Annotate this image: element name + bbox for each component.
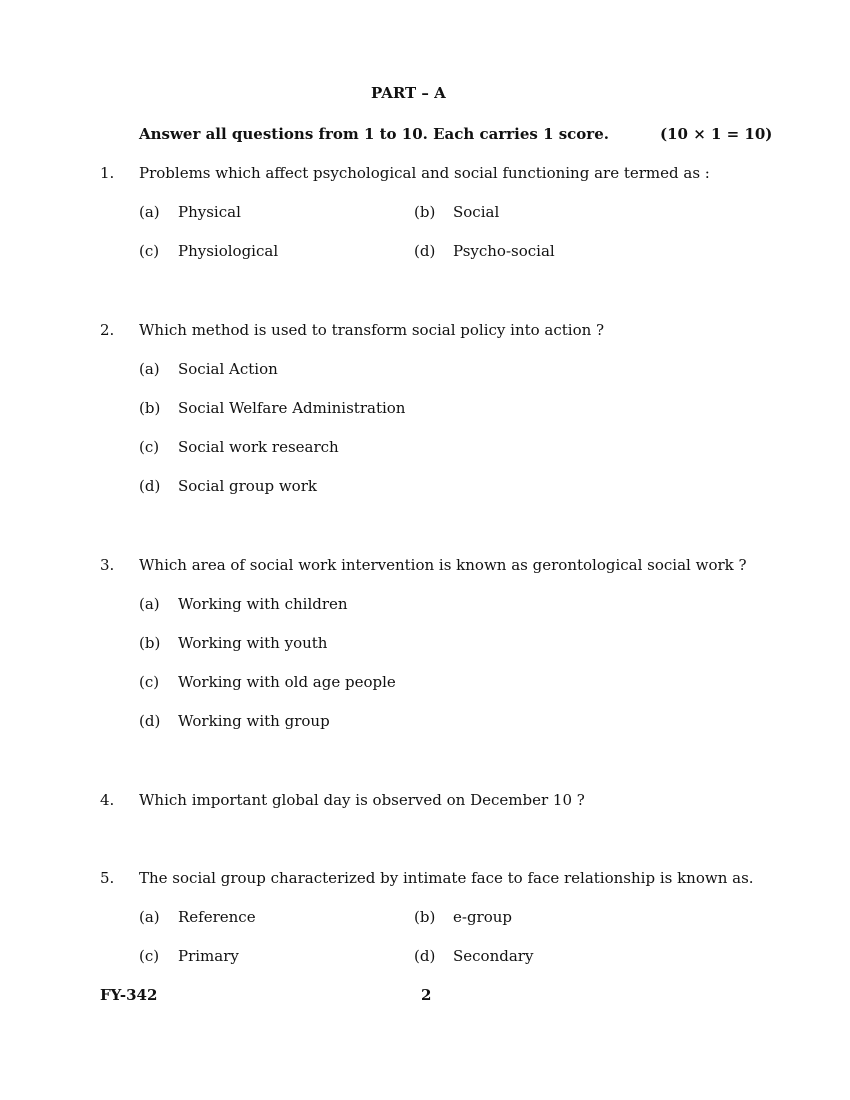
question-text: Which important global day is observed on December 10 ?: [139, 791, 585, 809]
option-label: (b): [414, 908, 436, 926]
footer-exam-code: FY-342: [100, 986, 158, 1004]
option-label: (b): [139, 634, 161, 652]
option-text: Working with youth: [178, 634, 328, 652]
option-label: (b): [139, 399, 161, 417]
option-label: (a): [139, 360, 160, 378]
question-text: Which method is used to transform social policy into action ?: [139, 321, 605, 339]
footer-page-number: 2: [421, 986, 432, 1004]
option-text: Social group work: [178, 477, 317, 495]
option-label: (a): [139, 595, 160, 613]
option-text: Physical: [178, 203, 241, 221]
part-title: PART – A: [371, 84, 446, 102]
option-text: Secondary: [453, 947, 534, 965]
question-text: Problems which affect psychological and social functioning are termed as :: [139, 164, 710, 182]
option-label: (c): [139, 947, 160, 965]
question-text: The social group characterized by intimate face to face relationship is known as.: [139, 869, 754, 887]
option-text: Working with children: [178, 595, 348, 613]
marks-allocation: (10 × 1 = 10): [660, 125, 773, 143]
option-text: Social: [453, 203, 500, 221]
option-text: Psycho-social: [453, 242, 555, 260]
option-text: Working with old age people: [178, 673, 396, 691]
option-text: Reference: [178, 908, 256, 926]
question-number: 2.: [100, 321, 115, 339]
option-label: (d): [414, 947, 436, 965]
question-number: 1.: [100, 164, 115, 182]
option-text: Social work research: [178, 438, 339, 456]
option-label: (a): [139, 908, 160, 926]
option-label: (c): [139, 673, 160, 691]
option-text: Working with group: [178, 712, 330, 730]
instruction-text: Answer all questions from 1 to 10. Each carries 1 score.: [139, 125, 609, 143]
option-label: (d): [139, 477, 161, 495]
option-text: Social Welfare Administration: [178, 399, 406, 417]
question-text: Which area of social work intervention is known as gerontological social work ?: [139, 556, 747, 574]
option-label: (c): [139, 242, 160, 260]
option-label: (a): [139, 203, 160, 221]
option-label: (b): [414, 203, 436, 221]
option-text: e-group: [453, 908, 513, 926]
question-number: 4.: [100, 791, 115, 809]
option-label: (d): [414, 242, 436, 260]
question-number: 5.: [100, 869, 115, 887]
option-text: Primary: [178, 947, 239, 965]
option-text: Social Action: [178, 360, 278, 378]
option-label: (d): [139, 712, 161, 730]
option-text: Physiological: [178, 242, 279, 260]
option-label: (c): [139, 438, 160, 456]
question-number: 3.: [100, 556, 115, 574]
